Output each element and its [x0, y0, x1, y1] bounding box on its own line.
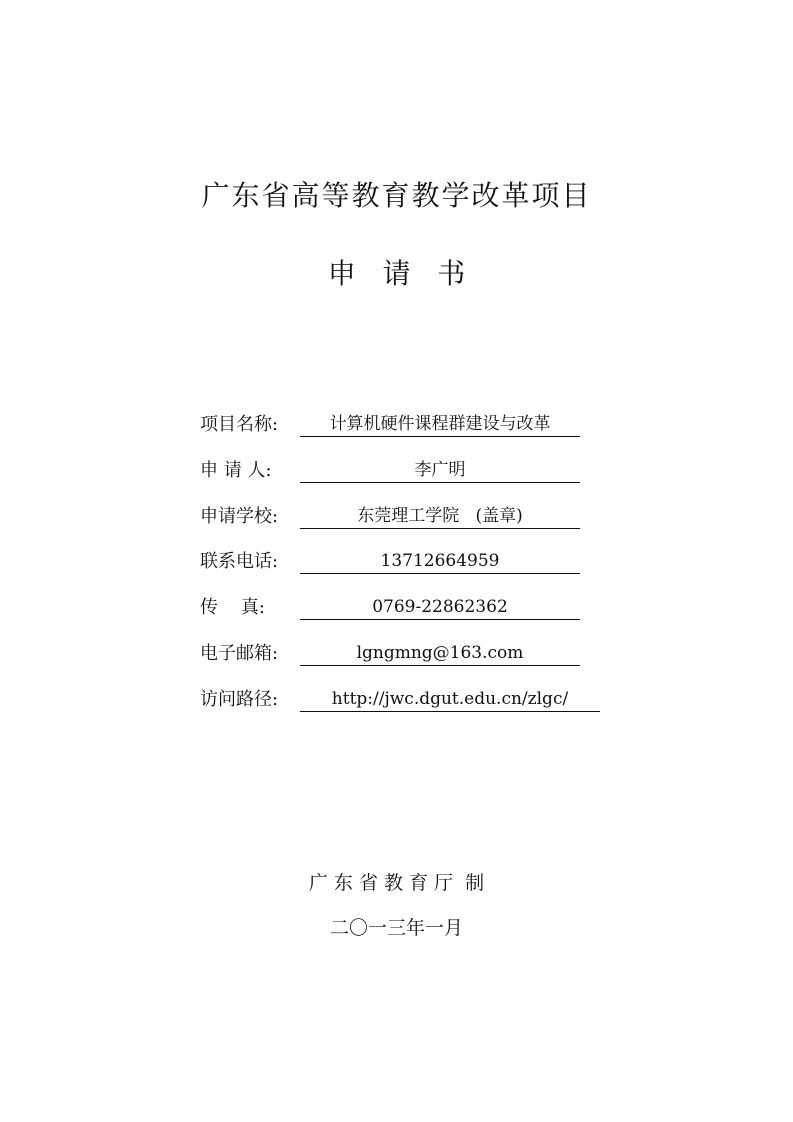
field-phone — [200, 547, 620, 577]
fax-value: 0769-22862362 — [300, 593, 580, 620]
field-applicant — [200, 456, 620, 486]
school-value: 东莞理工学院 (盖章) — [300, 502, 580, 529]
url-value: http://jwc.dgut.edu.cn/zlgc/ — [300, 685, 600, 712]
field-label: 申 请 人: — [200, 460, 272, 481]
field-label: 传 真: — [200, 597, 265, 618]
field-project-name — [200, 410, 620, 440]
issuer-line: 广 东 省 教 育 厅 制 — [308, 872, 485, 894]
email-value: lgngmng@163.com — [300, 639, 580, 666]
phone-value: 13712664959 — [300, 547, 580, 574]
field-email — [200, 639, 620, 669]
field-label: 访问路径: — [200, 689, 279, 710]
document-title: 广东省高等教育教学改革项目 — [201, 179, 592, 212]
field-label: 联系电话: — [200, 551, 279, 572]
document-subtitle: 申 请 书 — [327, 257, 466, 290]
applicant-value: 李广明 — [300, 456, 580, 483]
field-label: 电子邮箱: — [200, 643, 279, 664]
field-label: 申请学校: — [200, 506, 279, 527]
issue-date: 二〇一三年一月 — [329, 917, 463, 939]
field-url — [200, 685, 620, 715]
field-fax — [200, 593, 620, 623]
field-label: 项目名称: — [200, 414, 279, 435]
field-school — [200, 502, 620, 532]
project-name-value: 计算机硬件课程群建设与改革 — [300, 410, 580, 437]
